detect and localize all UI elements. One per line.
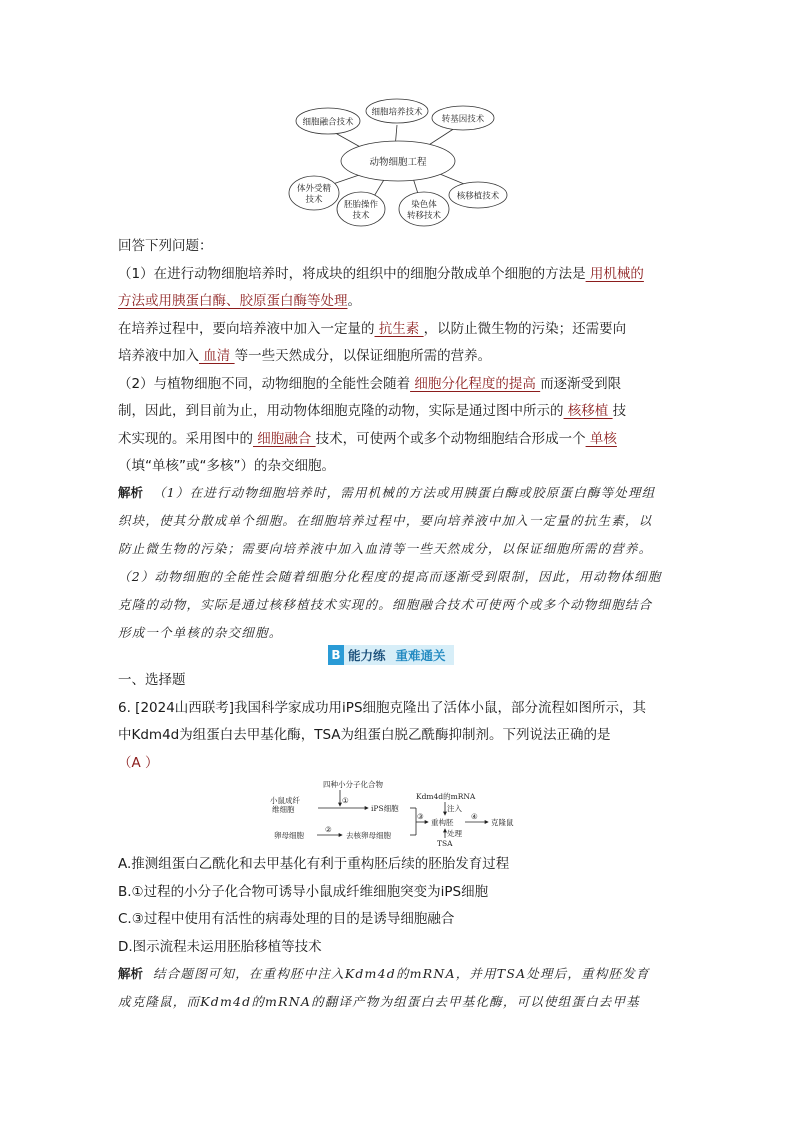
option-b: B.①过程的小分子化合物可诱导小鼠成纤维细胞突变为iPS细胞 <box>118 883 489 900</box>
banner-title: 能力练 <box>348 648 386 663</box>
node-label: 细胞培养技术 <box>371 107 423 118</box>
q5-line: （填“单核”或“多核”）的杂交细胞。 <box>118 458 335 474</box>
flow-label: 卵母细胞 <box>274 831 304 840</box>
q6-explanation: 解析 结合题图可知，在重构胚中注入Kdm4d的mRNA，并用TSA处理后，重构胚发育 成克隆鼠，而Kdm4d的mRNA的翻译产物为组蛋白去甲基化酶，可以使组蛋白去甲基 <box>118 966 650 1009</box>
q5-explanation: 解析 （1）在进行动物细胞培养时，需用机械的方法或用胰蛋白酶或胶原蛋白酶等处理组 织块，使其分散成单个细胞。在细胞培养过程中，要向培养液中加入一定量的抗生素，以 防止微生物的污染；需要向培养液中加入血清等一些天然成分，以保证细胞所需的营养。 （2）动物细胞的全能性会随着细胞分化程度的提高而逐渐受到限制，因此，用动物体细胞 克隆的动物，实际是通过核移植技术实现的。细胞融合技术可使两个或多个动物细胞结合 形成一个单核的杂交细胞。 <box>118 485 662 640</box>
section-banner <box>328 645 454 665</box>
node-label: 转基因技术 <box>441 114 485 125</box>
answer-blank: 单核 <box>585 430 617 447</box>
flow-label: 去核卵母细胞 <box>346 831 391 840</box>
node-label: 转移技术 <box>406 211 442 221</box>
answer-blank: 核移植 <box>563 403 613 419</box>
node-label: 细胞融合技术 <box>302 117 354 128</box>
question-5 <box>118 233 678 481</box>
q6-answer: （A ） <box>118 754 159 771</box>
center-label: 动物细胞工程 <box>369 157 427 168</box>
section-heading: 一、选择题 <box>118 672 186 688</box>
q6-options <box>118 851 678 961</box>
ips-cloning-flow-diagram <box>268 778 528 848</box>
flow-label: 重构胚 <box>431 818 454 827</box>
question-6 <box>118 667 678 777</box>
q5-line: （1）在进行动物细胞培养时，将成块的组织中的细胞分散成单个细胞的方法是 用机械的 <box>118 265 644 282</box>
q6-stem: 6. [2024山西联考]我国科学家成功用iPS细胞克隆出了活体小鼠，部分流程如图所示，其 <box>118 699 647 716</box>
node-label: 染色体 <box>411 200 437 210</box>
flow-label: 注入 <box>447 804 462 813</box>
flow-step-1: ① <box>342 796 349 805</box>
banner-badge: B <box>328 645 344 665</box>
node-label: 胚胎操作 <box>343 200 379 210</box>
node-label: 技术 <box>305 195 323 205</box>
option-a: A.推测组蛋白乙酰化和去甲基化有利于重构胚后续的胚胎发育过程 <box>118 856 510 872</box>
q6-stem: 中Kdm4d为组蛋白去甲基化酶，TSA为组蛋白脱乙酰酶抑制剂。下列说法正确的是 <box>118 727 611 743</box>
flow-label: 处理 <box>447 829 462 838</box>
flow-label: 四种小分子化合物 <box>323 780 383 789</box>
node-label: 核移植技术 <box>456 191 500 202</box>
option-c: C.③过程中使用有活性的病毒处理的目的是诱导细胞融合 <box>118 911 455 927</box>
answer-blank: 细胞分化程度的提高 <box>410 375 541 392</box>
explanation-label: 解析 <box>118 485 144 500</box>
answer-blank: 细胞融合 <box>253 430 316 447</box>
flow-step-2: ② <box>325 825 332 834</box>
banner-subtitle: 重难通关 <box>395 648 446 663</box>
node-label: 体外受精 <box>296 184 332 194</box>
option-d: D.图示流程未运用胚胎移植等技术 <box>118 938 322 955</box>
explanation-label: 解析 <box>118 966 144 981</box>
flow-step-4: ④ <box>471 812 478 821</box>
answer-blank: 方法或用胰蛋白酶、胶原蛋白酶等处理 <box>118 293 348 309</box>
intro-text: 回答下列问题： <box>118 238 213 254</box>
flow-label: 小鼠成纤 <box>270 796 300 805</box>
flow-label: TSA <box>437 839 453 848</box>
answer-blank: 抗生素 <box>374 320 424 337</box>
answer-blank: 血清 <box>199 348 235 364</box>
q5-line: 培养液中加入 血清 等一些天然成分，以保证细胞所需的营养。 <box>118 348 492 364</box>
flow-step-3: ③ <box>417 812 424 821</box>
cell-engineering-diagram <box>285 98 515 228</box>
flow-label: 维细胞 <box>272 805 295 814</box>
q5-line: 在培养过程中，要向培养液中加入一定量的 抗生素 ，以防止微生物的污染；还需要向 <box>118 320 627 337</box>
answer-blank: 用机械的 <box>585 265 644 282</box>
q5-line: （2）与植物细胞不同，动物细胞的全能性会随着 细胞分化程度的提高 而逐渐受到限 <box>118 375 622 392</box>
q5-line: 制，因此，到目前为止，用动物体细胞克隆的动物，实际是通过图中所示的 核移植 技 <box>118 403 627 419</box>
node-label: 技术 <box>352 211 370 221</box>
flow-label: 克隆鼠 <box>491 818 514 827</box>
flow-label: iPS细胞 <box>371 804 399 813</box>
q5-line: 方法或用胰蛋白酶、胶原蛋白酶等处理。 <box>118 293 361 309</box>
flow-label: Kdm4d的mRNA <box>416 792 476 801</box>
q5-line: 术实现的。采用图中的 细胞融合 技术，可使两个或多个动物细胞结合形成一个 单核 <box>118 430 617 447</box>
